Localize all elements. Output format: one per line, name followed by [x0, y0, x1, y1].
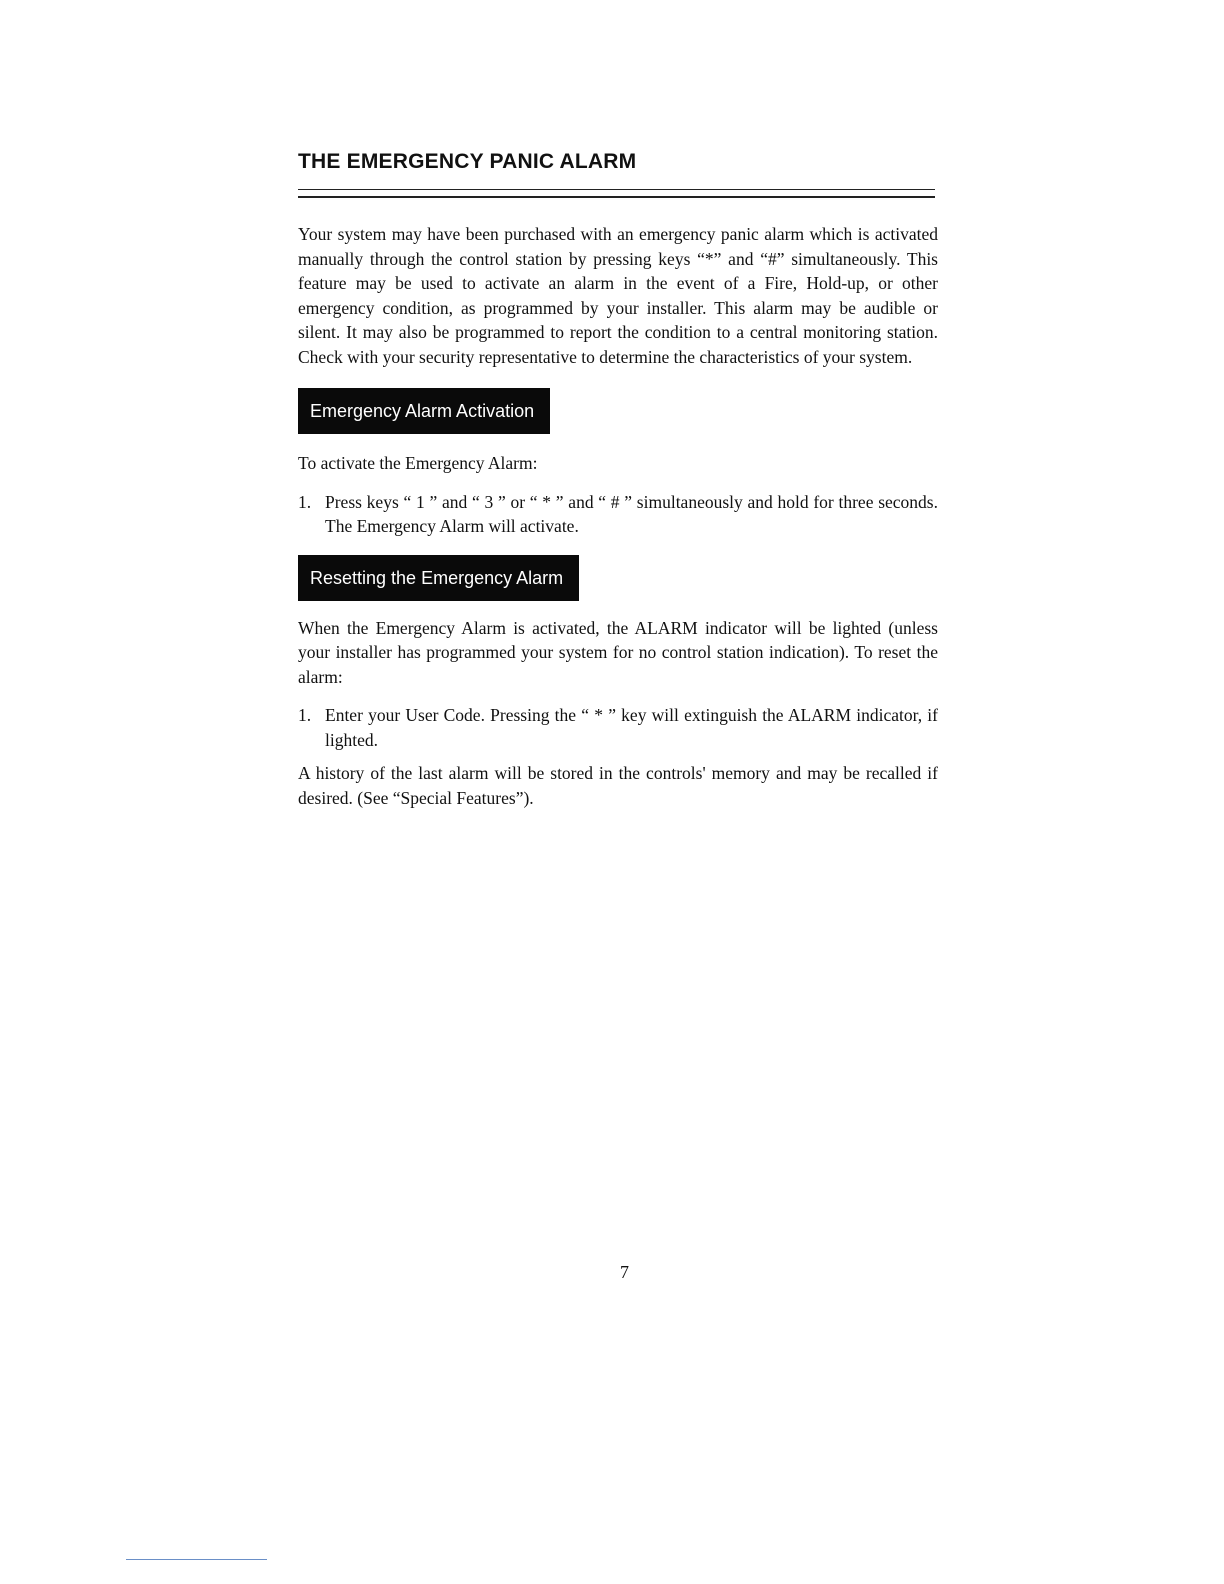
activation-intro: To activate the Emergency Alarm: [298, 453, 538, 473]
step-text: Press keys “ 1 ” and “ 3 ” or “ * ” and “ # ” simultaneously and hold for three seconds. The Emergency Alarm will activate. [325, 491, 938, 536]
resetting-step-1 [298, 703, 938, 752]
page-number: 7 [620, 1262, 629, 1282]
title-rule-bottom [298, 196, 935, 198]
resetting-steps [298, 703, 938, 752]
step-text: Enter your User Code. Pressing the “ * ” key will extinguish the ALARM indicator, if lighted. [325, 705, 938, 750]
alarm-history-note: A history of the last alarm will be stored in the controls' memory and may be recalled if desired. (See “Special Features”). [298, 763, 938, 808]
main-content [298, 222, 938, 810]
section-heading-resetting: Resetting the Emergency Alarm [298, 555, 579, 601]
resetting-intro: When the Emergency Alarm is activated, the ALARM indicator will be lighted (unless your installer has programmed your system for no control station indication). To reset the alarm: [298, 617, 938, 687]
title-rule-top [298, 189, 935, 190]
activation-steps [298, 490, 938, 539]
activation-step-1 [298, 490, 938, 539]
step-number: 1. [298, 705, 312, 725]
page-title: THE EMERGENCY PANIC ALARM [298, 150, 637, 173]
intro-paragraph: Your system may have been purchased with an emergency panic alarm which is activated manually through the control station by pressing keys “*” and “#” simultaneously. This feature may be used to activate an alarm in the event of a Fire, Hold-up, or other emergency condition, as programmed by your installer. This alarm may be audible or silent. It may also be programmed to report the condition to a central monitoring station. Check with your security representative to determine the characteristics of your system. [298, 224, 938, 367]
section-heading-activation: Emergency Alarm Activation [298, 388, 550, 434]
footer-rule [126, 1559, 267, 1560]
step-number: 1. [298, 491, 312, 512]
